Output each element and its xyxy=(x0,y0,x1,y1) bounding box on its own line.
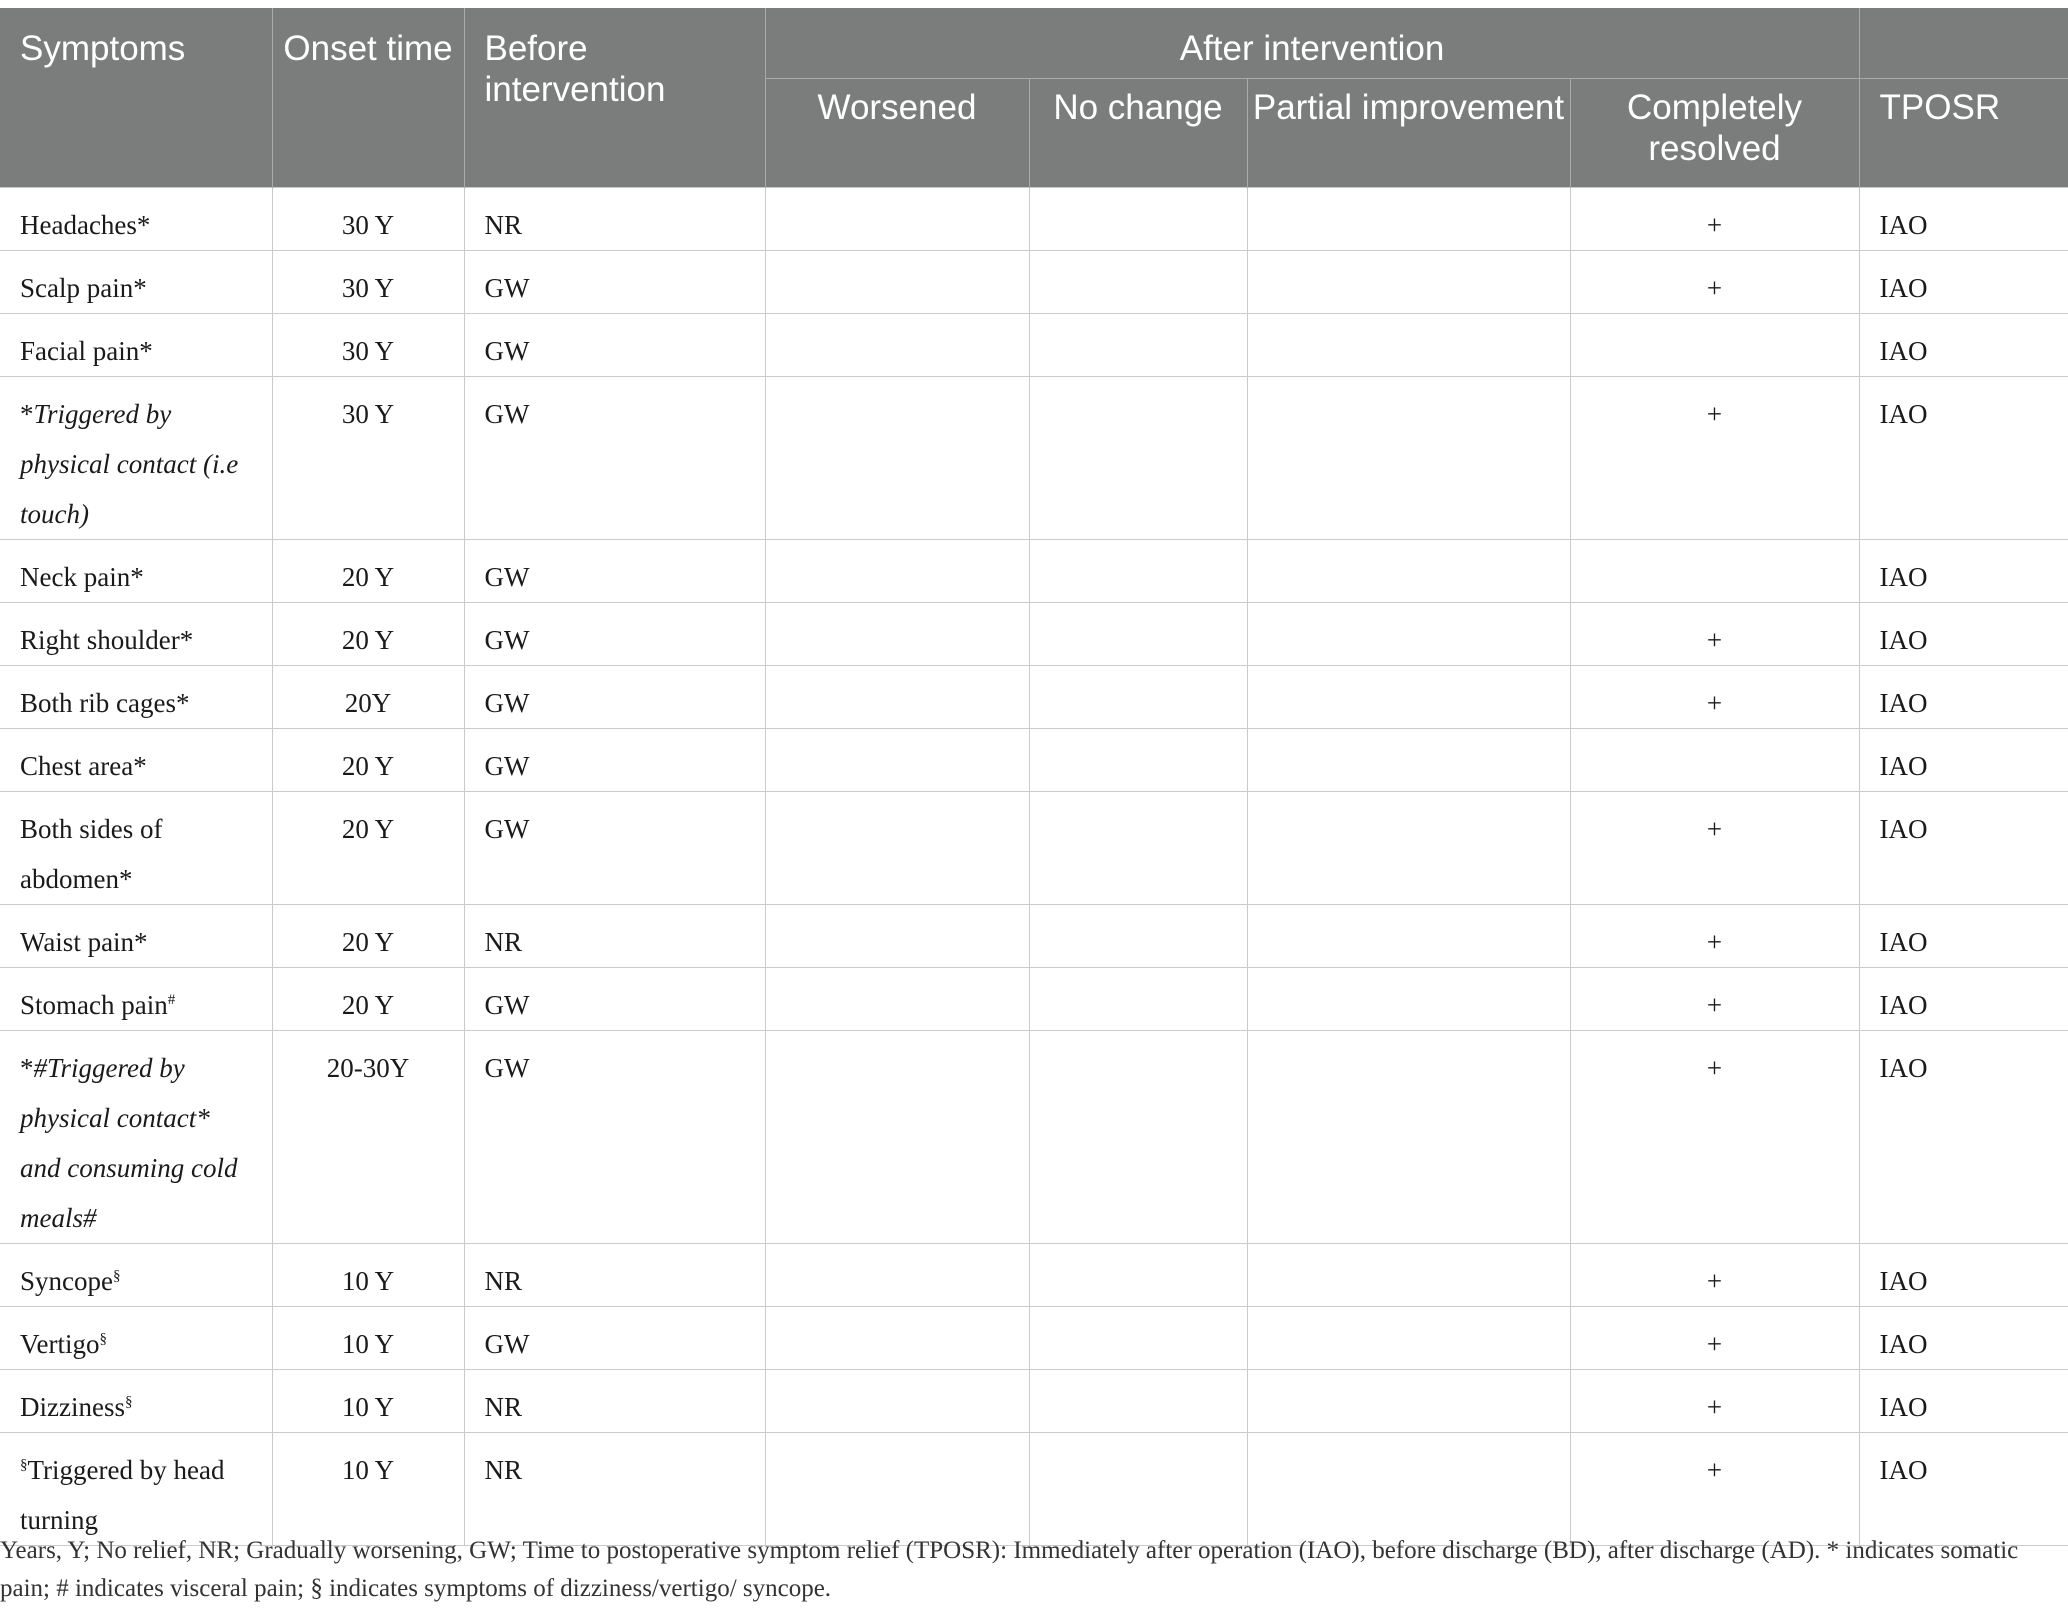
before-cell: GW xyxy=(464,1030,765,1243)
symptom-superscript: # xyxy=(167,991,176,1008)
onset-cell: 30 Y xyxy=(272,250,464,313)
table-row xyxy=(0,376,2068,539)
table-row xyxy=(0,1432,2068,1545)
before-cell: GW xyxy=(464,250,765,313)
table-row xyxy=(0,1030,2068,1243)
partial-cell xyxy=(1247,967,1570,1030)
table-row xyxy=(0,791,2068,904)
table-row xyxy=(0,665,2068,728)
tposr-cell: IAO xyxy=(1859,250,2068,313)
onset-cell: 30 Y xyxy=(272,376,464,539)
table-row xyxy=(0,1369,2068,1432)
worsened-cell xyxy=(765,791,1029,904)
resolved-cell xyxy=(1570,313,1859,376)
before-cell: NR xyxy=(464,1432,765,1545)
partial-cell xyxy=(1247,791,1570,904)
tposr-cell: IAO xyxy=(1859,1306,2068,1369)
table-row xyxy=(0,313,2068,376)
no-change-cell xyxy=(1029,1030,1247,1243)
table-row xyxy=(0,250,2068,313)
resolved-cell: + xyxy=(1570,1432,1859,1545)
tposr-cell: IAO xyxy=(1859,1030,2068,1243)
partial-cell xyxy=(1247,187,1570,250)
before-cell: GW xyxy=(464,728,765,791)
resolved-cell: + xyxy=(1570,1030,1859,1243)
col-header-blank xyxy=(1859,8,2068,78)
before-cell: GW xyxy=(464,602,765,665)
partial-cell xyxy=(1247,1306,1570,1369)
symptom-text: Syncope xyxy=(20,1265,113,1296)
col-header-no-change: No change xyxy=(1029,78,1247,187)
before-cell: GW xyxy=(464,313,765,376)
table-row xyxy=(0,1306,2068,1369)
symptom-text: Vertigo xyxy=(20,1328,100,1359)
before-cell: GW xyxy=(464,967,765,1030)
partial-cell xyxy=(1247,665,1570,728)
resolved-cell: + xyxy=(1570,665,1859,728)
resolved-cell: + xyxy=(1570,250,1859,313)
worsened-cell xyxy=(765,313,1029,376)
no-change-cell xyxy=(1029,539,1247,602)
onset-cell: 20 Y xyxy=(272,728,464,791)
no-change-cell xyxy=(1029,967,1247,1030)
no-change-cell xyxy=(1029,665,1247,728)
resolved-cell: + xyxy=(1570,1369,1859,1432)
no-change-cell xyxy=(1029,791,1247,904)
before-cell: GW xyxy=(464,791,765,904)
resolved-cell: + xyxy=(1570,791,1859,904)
table-row xyxy=(0,602,2068,665)
symptom-cell: Neck pain* xyxy=(0,539,272,602)
symptom-superscript: § xyxy=(124,1393,133,1410)
worsened-cell xyxy=(765,250,1029,313)
worsened-cell xyxy=(765,1306,1029,1369)
no-change-cell xyxy=(1029,313,1247,376)
symptom-cell: Right shoulder* xyxy=(0,602,272,665)
partial-cell xyxy=(1247,602,1570,665)
tposr-cell: IAO xyxy=(1859,904,2068,967)
onset-cell: 20 Y xyxy=(272,904,464,967)
worsened-cell xyxy=(765,187,1029,250)
tposr-cell: IAO xyxy=(1859,665,2068,728)
resolved-cell: + xyxy=(1570,967,1859,1030)
worsened-cell xyxy=(765,665,1029,728)
table-row xyxy=(0,967,2068,1030)
col-header-partial-improvement: Partial improvement xyxy=(1247,78,1570,187)
worsened-cell xyxy=(765,904,1029,967)
symptom-superscript: § xyxy=(20,1456,28,1473)
resolved-cell: + xyxy=(1570,1243,1859,1306)
worsened-cell xyxy=(765,1432,1029,1545)
worsened-cell xyxy=(765,967,1029,1030)
tposr-cell: IAO xyxy=(1859,602,2068,665)
worsened-cell xyxy=(765,602,1029,665)
header-row-top xyxy=(0,8,2068,78)
tposr-cell: IAO xyxy=(1859,1243,2068,1306)
before-cell: GW xyxy=(464,539,765,602)
symptom-cell: Scalp pain* xyxy=(0,250,272,313)
worsened-cell xyxy=(765,539,1029,602)
symptom-text: Triggered by physical contact (i.e touch) xyxy=(20,398,239,529)
worsened-cell xyxy=(765,728,1029,791)
symptom-marker: * xyxy=(20,398,34,429)
tposr-cell: IAO xyxy=(1859,313,2068,376)
symptom-cell: Waist pain* xyxy=(0,904,272,967)
onset-cell: 10 Y xyxy=(272,1243,464,1306)
symptom-marker: * xyxy=(20,1052,34,1083)
tposr-cell: IAO xyxy=(1859,376,2068,539)
no-change-cell xyxy=(1029,1432,1247,1545)
onset-cell: 10 Y xyxy=(272,1306,464,1369)
symptom-text: Triggered by head turning xyxy=(20,1454,225,1535)
tposr-cell: IAO xyxy=(1859,728,2068,791)
worsened-cell xyxy=(765,1030,1029,1243)
onset-cell: 20Y xyxy=(272,665,464,728)
no-change-cell xyxy=(1029,376,1247,539)
before-cell: NR xyxy=(464,904,765,967)
resolved-cell: + xyxy=(1570,376,1859,539)
resolved-cell xyxy=(1570,539,1859,602)
resolved-cell: + xyxy=(1570,1306,1859,1369)
symptom-cell xyxy=(0,1243,272,1306)
onset-cell: 20 Y xyxy=(272,602,464,665)
resolved-cell: + xyxy=(1570,602,1859,665)
symptom-cell xyxy=(0,967,272,1030)
partial-cell xyxy=(1247,728,1570,791)
symptom-cell: Both sides of abdomen* xyxy=(0,791,272,904)
tposr-cell: IAO xyxy=(1859,187,2068,250)
symptom-cell xyxy=(0,1306,272,1369)
no-change-cell xyxy=(1029,904,1247,967)
partial-cell xyxy=(1247,904,1570,967)
worsened-cell xyxy=(765,1369,1029,1432)
no-change-cell xyxy=(1029,1306,1247,1369)
partial-cell xyxy=(1247,1432,1570,1545)
no-change-cell xyxy=(1029,250,1247,313)
onset-cell: 10 Y xyxy=(272,1432,464,1545)
before-cell: GW xyxy=(464,376,765,539)
symptom-cell xyxy=(0,1432,272,1545)
col-header-symptoms: Symptoms xyxy=(0,8,272,187)
col-header-worsened: Worsened xyxy=(765,78,1029,187)
symptom-cell xyxy=(0,376,272,539)
tposr-cell: IAO xyxy=(1859,791,2068,904)
table-row xyxy=(0,904,2068,967)
tposr-cell: IAO xyxy=(1859,967,2068,1030)
no-change-cell xyxy=(1029,728,1247,791)
col-header-after-intervention: After intervention xyxy=(765,8,1859,78)
tposr-cell: IAO xyxy=(1859,1432,2068,1545)
no-change-cell xyxy=(1029,1243,1247,1306)
onset-cell: 20 Y xyxy=(272,967,464,1030)
partial-cell xyxy=(1247,313,1570,376)
symptom-text: Dizziness xyxy=(20,1391,125,1422)
tposr-cell: IAO xyxy=(1859,539,2068,602)
onset-cell: 10 Y xyxy=(272,1369,464,1432)
table-row xyxy=(0,1243,2068,1306)
col-header-before-intervention: Before intervention xyxy=(464,8,765,187)
table-footnote: Years, Y; No relief, NR; Gradually worsening, GW; Time to postoperative symptom relief (TPOSR): Immediately after operation (IAO), before discharge (BD), after discharge (AD). * indicates somatic pain; # indicates visceral pain; § indicates symptoms of dizziness/vertigo/ syncope. xyxy=(0,1537,2019,1602)
onset-cell: 20 Y xyxy=(272,791,464,904)
symptom-text: #Triggered by physical contact* and consuming cold meals# xyxy=(20,1052,238,1233)
table-row xyxy=(0,728,2068,791)
no-change-cell xyxy=(1029,1369,1247,1432)
before-cell: NR xyxy=(464,1243,765,1306)
symptom-cell: Headaches* xyxy=(0,187,272,250)
worsened-cell xyxy=(765,376,1029,539)
symptom-cell: Facial pain* xyxy=(0,313,272,376)
symptom-cell xyxy=(0,1369,272,1432)
partial-cell xyxy=(1247,539,1570,602)
partial-cell xyxy=(1247,376,1570,539)
no-change-cell xyxy=(1029,602,1247,665)
resolved-cell: + xyxy=(1570,187,1859,250)
symptom-cell: Chest area* xyxy=(0,728,272,791)
symptom-superscript: § xyxy=(99,1330,107,1347)
col-header-onset-time: Onset time xyxy=(272,8,464,187)
worsened-cell xyxy=(765,1243,1029,1306)
resolved-cell: + xyxy=(1570,904,1859,967)
resolved-cell xyxy=(1570,728,1859,791)
table-row xyxy=(0,539,2068,602)
symptom-superscript: § xyxy=(112,1267,121,1284)
table-row xyxy=(0,187,2068,250)
onset-cell: 20-30Y xyxy=(272,1030,464,1243)
before-cell: GW xyxy=(464,1306,765,1369)
partial-cell xyxy=(1247,250,1570,313)
symptom-cell xyxy=(0,1030,272,1243)
symptom-table xyxy=(0,8,2068,1546)
partial-cell xyxy=(1247,1243,1570,1306)
onset-cell: 20 Y xyxy=(272,539,464,602)
partial-cell xyxy=(1247,1030,1570,1243)
col-header-completely-resolved: Completely resolved xyxy=(1570,78,1859,187)
before-cell: NR xyxy=(464,1369,765,1432)
no-change-cell xyxy=(1029,187,1247,250)
partial-cell xyxy=(1247,1369,1570,1432)
col-header-tposr: TPOSR xyxy=(1859,78,2068,187)
onset-cell: 30 Y xyxy=(272,313,464,376)
table-container xyxy=(0,8,2068,1546)
onset-cell: 30 Y xyxy=(272,187,464,250)
symptom-cell: Both rib cages* xyxy=(0,665,272,728)
before-cell: GW xyxy=(464,665,765,728)
tposr-cell: IAO xyxy=(1859,1369,2068,1432)
before-cell: NR xyxy=(464,187,765,250)
symptom-text: Stomach pain xyxy=(20,989,168,1020)
